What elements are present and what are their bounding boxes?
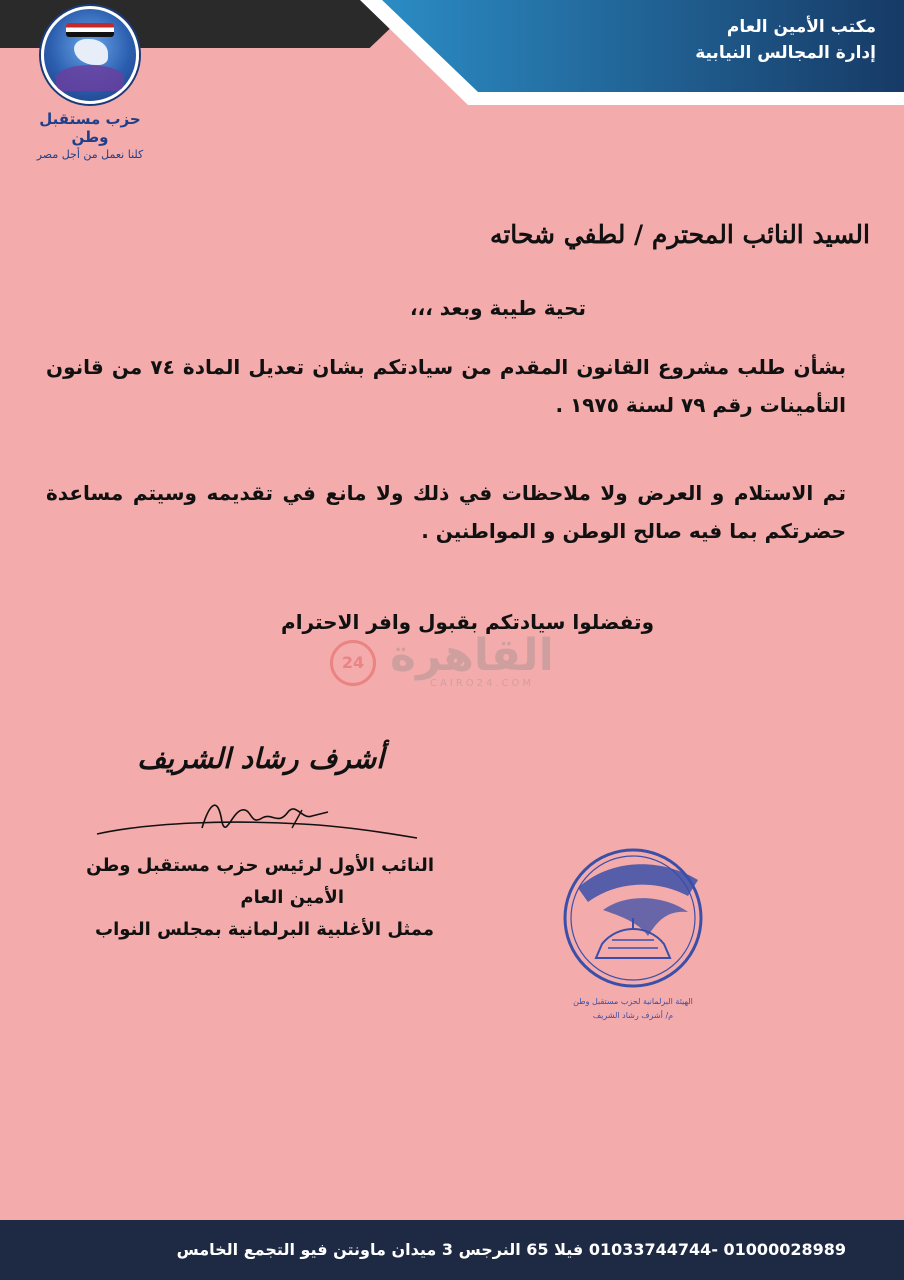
letter-paragraph-1: بشأن طلب مشروع القانون المقدم من سيادتكم بشان تعديل المادة ٧٤ من قانون التأمينات رقم ٧٩ لسنة ١٩٧٥ . [46,355,846,417]
flag-icon [66,23,114,37]
office-header [695,14,876,66]
signer-title-2: الأمين العام [240,887,344,908]
party-emblem-icon [41,6,139,104]
watermark-site: CAIRO24.COM [430,678,534,689]
footer-contact: 01000028989 -01033744744 فيلا 65 النرجس 3 ميدان ماونتن فيو التجمع الخامس [176,1240,846,1259]
signer-handwritten-name: أشرف رشاد الشريف [137,742,384,775]
seal-text-1: الهيئة البرلمانية لحزب مستقبل وطن [573,997,693,1006]
party-logo [20,6,160,161]
letter-salutation: السيد النائب المحترم / لطفي شحاته [489,220,870,249]
letter-greeting: تحية طيبة وبعد ،،، [410,296,586,320]
letter-paragraph-2: تم الاستلام و العرض ولا ملاحظات في ذلك ولا مانع في تقديمه وسيتم مساعدة حضرتكم بما فيه صالح الوطن و المواطنين . [46,481,846,543]
eagle-icon [74,39,108,65]
signer-title-1: النائب الأول لرئيس حزب مستقبل وطن [86,855,434,876]
seal-text-2: م/ أشرف رشاد الشريف [592,1011,674,1020]
crowd-icon [56,65,124,91]
parliamentary-seal-icon [548,840,718,1030]
party-name: حزب مستقبل وطن [39,110,141,146]
watermark-number: 24 [330,640,376,686]
signer-titles [86,850,434,946]
header-band [360,0,904,105]
signature-icon [92,782,422,852]
letter-closing: وتفضلوا سيادتكم بقبول وافر الاحترام [281,610,654,634]
office-line-1: مكتب الأمين العام [726,17,876,37]
watermark-word: القاهرة [390,630,554,681]
office-line-2: إدارة المجالس النيابية [695,43,876,63]
footer-contact-bar [0,1220,904,1280]
party-slogan: كلنا نعمل من أجل مصر [36,148,144,161]
watermark [330,618,580,698]
signer-title-3: ممثل الأغلبية البرلمانية بمجلس النواب [94,919,434,940]
